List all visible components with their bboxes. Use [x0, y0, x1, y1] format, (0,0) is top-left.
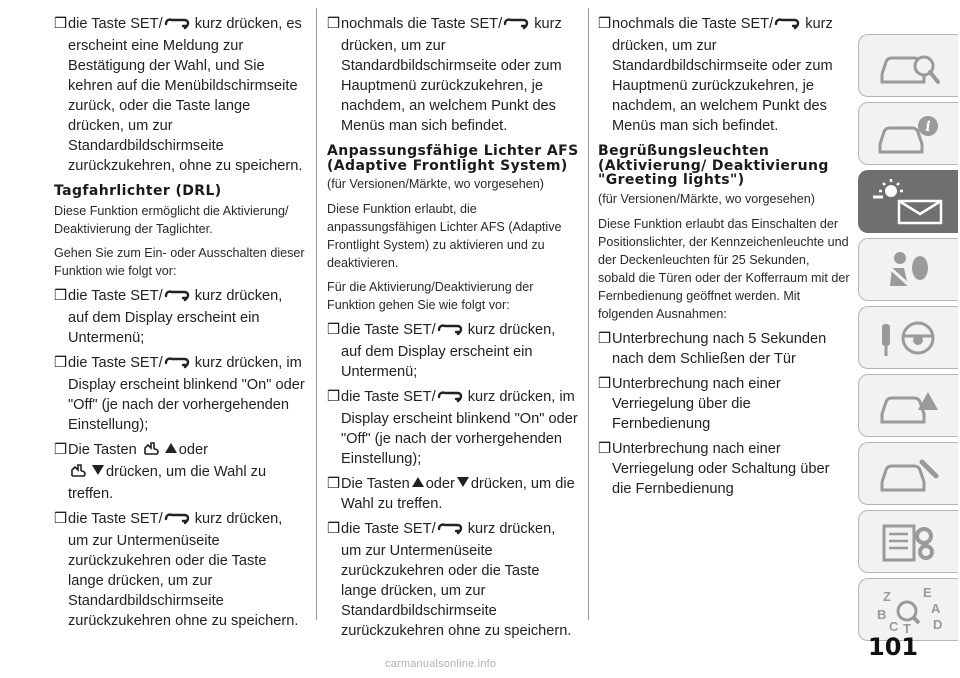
bullet-item: ❒ die Taste SET/ kurz drücken, um zur Untermenüseite zurückzukehren oder die Taste lange drücken, um zur Standardbildschirmseite zurückzukehren ohne zu speichern.: [54, 510, 299, 629]
index-letter: D: [932, 616, 942, 632]
set-button-icon: [774, 16, 800, 36]
checkbox-bullet-icon: ❒: [54, 510, 68, 527]
arrow-down-icon: [92, 465, 104, 475]
checkbox-bullet-icon: ❒: [598, 440, 612, 457]
set-button-icon: [503, 16, 529, 36]
bullet-item: ❒ die Taste SET/ kurz drücken, im Display erscheint blinkend "On" oder "Off" (je nach der vorhergehenden Einstellung);: [327, 389, 578, 467]
arrow-up-icon: [165, 443, 177, 453]
text-column-3: [598, 14, 850, 504]
tab-key-steering[interactable]: [858, 306, 958, 369]
index-letter: E: [922, 584, 932, 600]
availability-note: (für Versionen/Märkte, wo vorgesehen): [327, 177, 544, 191]
bullet-item: ❒ nochmals die Taste SET/ kurz drücken, um zur Standardbildschirmseite oder zum Hauptmenü zurückzukehren, je nachdem, an welchem Punkt des Menüs man sich befindet.: [598, 16, 833, 134]
index-letter: B: [876, 606, 886, 622]
lights-message-icon: [869, 177, 949, 227]
availability-note: (für Versionen/Märkte, wo vorgesehen): [598, 191, 815, 206]
alphabetical-index-icon: [869, 585, 949, 635]
tab-lights-message[interactable]: [858, 170, 958, 233]
text-column-1: [54, 14, 306, 636]
set-button-icon: [437, 389, 463, 409]
airbag-seatbelt-icon: [874, 248, 944, 292]
bullet-item: ❒ die Taste SET/ kurz drücken, auf dem Display erscheint ein Untermenü;: [327, 322, 556, 380]
paragraph: Diese Funktion ermöglicht die Aktivierung/ Deaktivierung der Taglichter.: [54, 203, 289, 236]
set-button-icon: [164, 355, 190, 375]
set-button-icon: [164, 16, 190, 36]
checkbox-bullet-icon: ❒: [598, 16, 612, 32]
paragraph: Gehen Sie zum Ein- oder Ausschalten dieser Funktion wie folgt vor:: [54, 245, 305, 278]
arrow-down-icon: [457, 477, 469, 487]
key-steering-wheel-icon: [874, 316, 944, 360]
tab-car-search[interactable]: [858, 34, 958, 97]
checkbox-bullet-icon: ❒: [54, 354, 68, 371]
index-letter: C: [888, 618, 898, 634]
page-number: 101: [868, 633, 919, 661]
set-button-icon: [164, 288, 190, 308]
checkbox-bullet-icon: ❒: [598, 330, 612, 347]
section-heading-drl: Tagfahrlichter (DRL): [54, 183, 222, 199]
bullet-item: ❒ die Taste SET/ kurz drücken, auf dem Display erscheint ein Untermenü;: [54, 287, 283, 346]
column-divider-1: [316, 8, 317, 620]
watermark: carmanualsonline.info: [385, 658, 497, 670]
car-warning-icon: [874, 384, 944, 428]
checkbox-bullet-icon: ❒: [327, 322, 341, 338]
paragraph: Diese Funktion erlaubt, die anpassungsfähigen Lichter AFS (Adaptive Frontlight System) zu aktivieren und zu deaktivieren.: [327, 202, 562, 270]
tab-car-warning[interactable]: [858, 374, 958, 437]
dial-hand-icon: [69, 462, 89, 484]
section-heading-greeting-lights: Begrüßungsleuchten (Aktivierung/ Deaktivierung "Greeting lights"): [598, 143, 829, 188]
index-letter: Z: [882, 588, 891, 604]
tab-car-info[interactable]: [858, 102, 958, 165]
set-button-icon: [437, 521, 463, 541]
arrow-up-icon: [412, 477, 424, 487]
car-search-icon: [874, 44, 944, 88]
bullet-item: ❒ Unterbrechung nach einer Verriegelung über die Fernbedienung: [598, 375, 781, 432]
paragraph: Für die Aktivierung/Deaktivierung der Funktion gehen Sie wie folgt vor:: [327, 280, 534, 312]
checkbox-bullet-icon: ❒: [54, 287, 68, 304]
chapter-tab-sidebar: [858, 34, 958, 646]
bullet-item: ❒ Die Tasten oder drücken, um die Wahl zu treffen.: [327, 476, 575, 512]
bullet-item: ❒ die Taste SET/ kurz drücken, es erscheint eine Meldung zur Bestätigung der Wahl, und Sie kehren auf die Menübildschirmseite zurück, oder die Taste lange drücken, um zur Standardbildschirmseite zurückzukehren, ohne zu speichern.: [54, 16, 303, 174]
set-button-icon: [437, 322, 463, 342]
tab-checklist-gear[interactable]: [858, 510, 958, 573]
bullet-item: ❒ Unterbrechung nach einer Verriegelung oder Schaltung über die Fernbedienung: [598, 440, 830, 497]
text-column-2: [327, 14, 579, 646]
checklist-gear-icon: [874, 520, 944, 564]
set-button-icon: [164, 511, 190, 531]
bullet-item: ❒ die Taste SET/ kurz drücken, im Display erscheint blinkend "On" oder "Off" (je nach der vorhergehenden Einstellung);: [54, 354, 305, 433]
checkbox-bullet-icon: ❒: [327, 389, 341, 405]
svg-text:i: i: [924, 118, 931, 135]
tab-alphabetical-index[interactable]: [858, 578, 958, 641]
tab-car-service[interactable]: [858, 442, 958, 505]
checkbox-bullet-icon: ❒: [327, 521, 341, 537]
checkbox-bullet-icon: ❒: [327, 16, 341, 32]
checkbox-bullet-icon: ❒: [598, 375, 612, 392]
checkbox-bullet-icon: ❒: [54, 16, 68, 32]
paragraph: Diese Funktion erlaubt das Einschalten der Positionslichter, der Kennzeichenleuchte und der Deckenleuchten für 25 Sekunden, sobald die Türen oder der Kofferraum mit der Fernbedienung geöffnet werden. Mit folgenden Ausnahmen:: [598, 216, 850, 321]
bullet-item: ❒ Die Tasten oder drücken, um die Wahl zu treffen.: [54, 441, 267, 502]
bullet-item: ❒ Unterbrechung nach 5 Sekunden nach dem Schließen der Tür: [598, 330, 827, 367]
checkbox-bullet-icon: ❒: [327, 476, 341, 492]
car-info-icon: [874, 112, 944, 156]
bullet-item: ❒ nochmals die Taste SET/ kurz drücken, um zur Standardbildschirmseite oder zum Hauptmenü zurückzukehren, je nachdem, an welchem Punkt des Menüs man sich befindet.: [327, 16, 562, 134]
checkbox-bullet-icon: ❒: [54, 441, 68, 458]
car-service-icon: [874, 452, 944, 496]
bullet-item: ❒ die Taste SET/ kurz drücken, um zur Untermenüseite zurückzukehren oder die Taste lange drücken, um zur Standardbildschirmseite zurückzukehren ohne zu speichern.: [327, 521, 572, 639]
dial-hand-icon: [142, 440, 162, 462]
column-divider-2: [588, 8, 589, 620]
index-letter: A: [930, 600, 940, 616]
section-heading-afs: Anpassungsfähige Lichter AFS (Adaptive Frontlight System): [327, 143, 579, 174]
tab-airbag-seatbelt[interactable]: [858, 238, 958, 301]
index-letter: T: [902, 620, 911, 635]
